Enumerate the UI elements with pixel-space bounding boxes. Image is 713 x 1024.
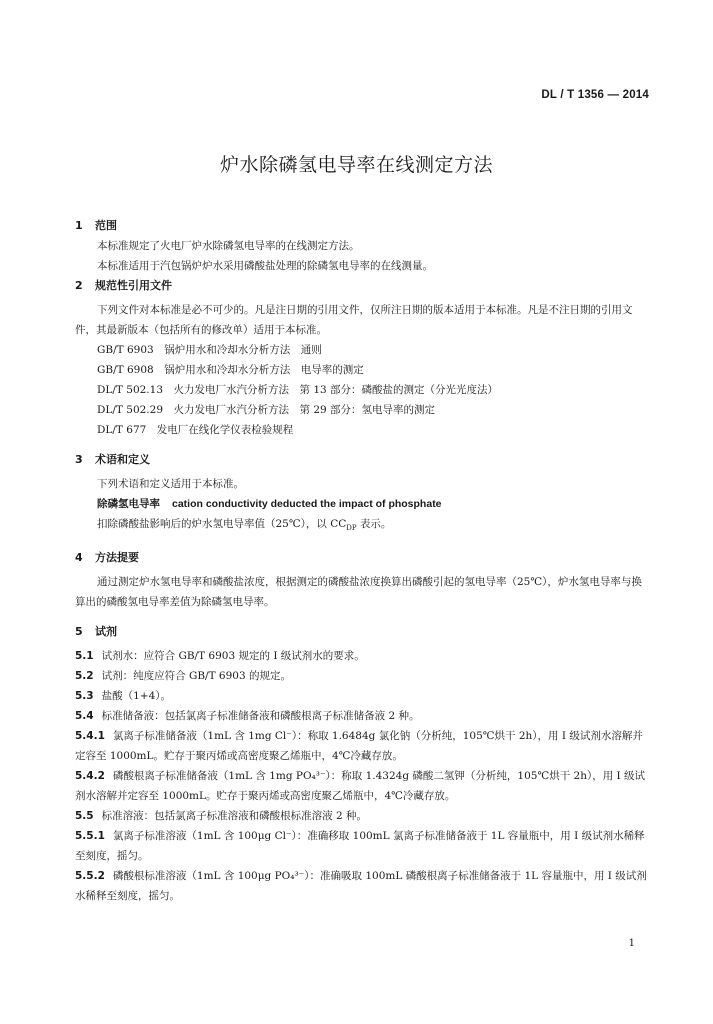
clause-number: 5.5.1: [75, 830, 105, 843]
reference-item: DL/T 677 发电厂在线化学仪表检验规程: [97, 424, 294, 436]
clause-text: 试剂水：应符合 GB/T 6903 规定的 I 级试剂水的要求。: [101, 650, 365, 663]
section-title: 方法提要: [95, 551, 139, 565]
paragraph: 本标准适用于汽包锅炉炉水采用磷酸盐处理的除磷氢电导率的在线测量。: [97, 260, 433, 272]
clause-number: 5.4.1: [75, 730, 105, 743]
term-definition: [75, 514, 648, 538]
section-title: 试剂: [95, 625, 117, 639]
document-code: DL / T 1356 — 2014: [541, 89, 649, 101]
page-number: 1: [628, 938, 635, 949]
clause-text: 氯离子标准溶液（1mL 含 100μg Cl⁻）：准确移取 100mL 氯离子标准储备液于 1L 容量瓶中，用 I 级试剂水稀释至刻度，摇匀。: [75, 830, 645, 863]
reference-item: GB/T 6908 锅炉用水和冷却水分析方法 电导率的测定: [97, 364, 364, 376]
clause-text: 磷酸根离子标准储备液（1mL 含 1mg PO₄³⁻）：称取 1.4324g 磷酸二氢钾（分析纯，105℃烘干 2h），用 I 级试剂水溶解并定容至 1000mL。贮存于聚丙烯或高密度聚乙烯瓶中，4℃冷藏存放。: [75, 770, 646, 803]
section-number: 5: [75, 625, 83, 639]
reference-item: DL/T 502.29 火力发电厂水汽分析方法 第 29 部分：氢电导率的测定: [97, 404, 436, 416]
clause-text: 磷酸根标准溶液（1mL 含 100μg PO₄³⁻）：准确吸取 100mL 磷酸根离子标准储备液于 1L 容量瓶中，用 I 级试剂水稀释至刻度，摇匀。: [75, 870, 647, 903]
clause-number: 5.5.2: [75, 870, 105, 883]
clause: [75, 826, 648, 866]
section-title: 术语和定义: [95, 453, 150, 466]
section-title: 规范性引用文件: [95, 279, 172, 292]
section-heading-scope: [75, 216, 648, 236]
clause-number: 5.4.2: [75, 770, 105, 783]
paragraph: 本标准规定了火电厂炉水除磷氢电导率的在线测定方法。: [97, 240, 360, 252]
clause: [75, 866, 648, 906]
clause-number: 5.4: [75, 710, 94, 723]
clause: [75, 706, 648, 726]
clause-number: 5.1: [75, 650, 94, 663]
reference-item: DL/T 502.13 火力发电厂水汽分析方法 第 13 部分：磷酸盐的测定（分光光度法）: [97, 384, 499, 396]
definition-text: 扣除磷酸盐影响后的炉水氢电导率值（25℃），以 CC: [97, 518, 347, 530]
clause-number: 5.2: [75, 670, 94, 683]
clause-text: 标准储备液：包括氯离子标准储备液和磷酸根离子标准储备液 2 种。: [101, 710, 420, 723]
term-entry: [75, 494, 648, 514]
section-number: 3: [75, 453, 83, 466]
clause-text: 盐酸（1+4）。: [101, 690, 172, 703]
paragraph: 下列文件对本标准是必不可少的。凡是注日期的引用文件，仅所注日期的版本适用于本标准。凡是不注日期的引用文件，其最新版本（包括所有的修改单）适用于本标准。: [75, 304, 633, 336]
document-body: [75, 216, 648, 906]
term-english: cation conductivity deducted the impact of phosphate: [172, 498, 442, 510]
section-title: 范围: [95, 219, 117, 232]
clause: [75, 726, 648, 766]
clause-text: 氯离子标准储备液（1mL 含 1mg Cl⁻）：称取 1.6484g 氯化钠（分析纯，105℃烘干 2h），用 I 级试剂水溶解并定容至 1000mL。贮存于聚丙烯或高密度聚乙烯瓶中，4℃冷藏存放。: [75, 730, 643, 763]
clause: [75, 686, 648, 706]
term-chinese: 除磷氢电导率: [97, 498, 160, 510]
section-number: 4: [75, 551, 83, 565]
section-number: 1: [75, 219, 83, 232]
section-heading-reagents: [75, 622, 648, 642]
reference-item: GB/T 6903 锅炉用水和冷却水分析方法 通则: [97, 344, 322, 356]
paragraph: 通过测定炉水氢电导率和磷酸盐浓度，根据测定的磷酸盐浓度换算出磷酸引起的氢电导率（25℃），炉水氢电导率与换算出的磷酸氢电导率差值为除磷氢电导率。: [75, 576, 642, 609]
clause: [75, 806, 648, 826]
clause-number: 5.5: [75, 810, 94, 823]
document-title: 炉水除磷氢电导率在线测定方法: [219, 154, 493, 176]
clause: [75, 666, 648, 686]
paragraph: 下列术语和定义适用于本标准。: [97, 478, 244, 490]
clause-number: 5.3: [75, 690, 94, 703]
clause-text: 标准溶液：包括氯离子标准溶液和磷酸根标准溶液 2 种。: [101, 810, 367, 823]
section-heading-references: [75, 276, 648, 296]
clause-text: 试剂：纯度应符合 GB/T 6903 的规定。: [101, 670, 291, 683]
definition-text-end: 表示。: [356, 518, 392, 530]
clause: [75, 646, 648, 666]
section-heading-method: [75, 548, 648, 568]
definition-subscript: DP: [346, 524, 357, 533]
section-number: 2: [75, 279, 83, 292]
section-heading-terms: [75, 450, 648, 470]
clause: [75, 766, 648, 806]
